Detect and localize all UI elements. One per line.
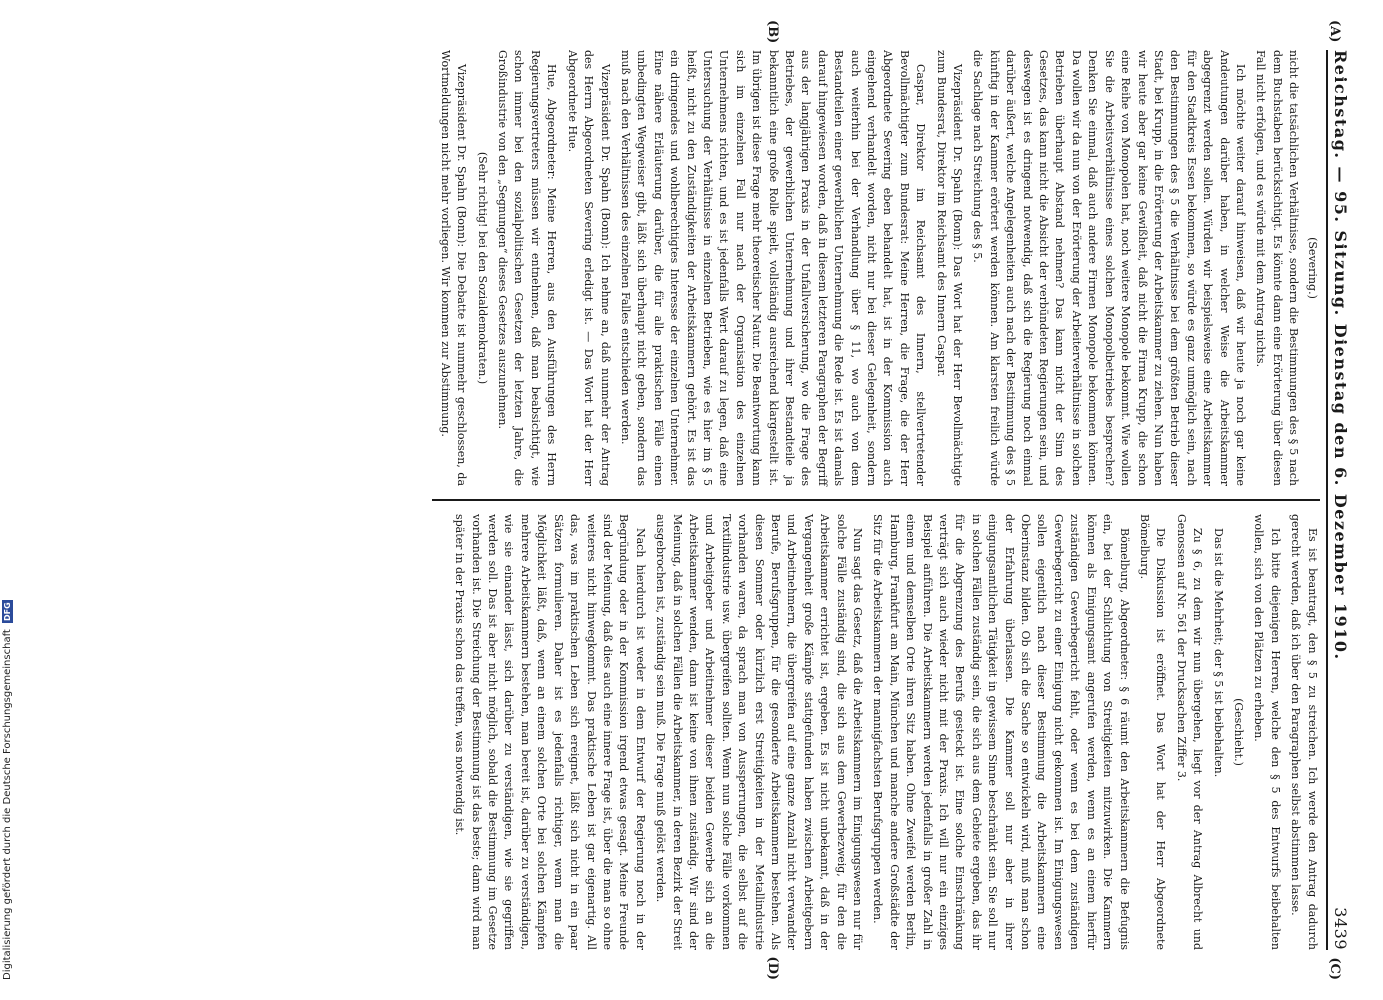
- rotated-document-page: [70, 20, 1370, 980]
- right-column: [432, 514, 1319, 950]
- paragraph: Ich bitte diejenigen Herren, welche den § 5 des Entwurfs beibehalten wollen, sich von den Plätzen zu erheben.: [1252, 514, 1282, 950]
- paragraph: Vizepräsident Dr. Spahn (Bonn): Die Debatte ist nunmehr geschlossen, da Wortmeldungen nicht mehr vorliegen. Wir kommen zur Abstimmung.: [438, 50, 469, 486]
- column-divider: [432, 499, 1319, 501]
- margin-letter-d: (D): [765, 956, 780, 980]
- page-number: 3439: [1331, 907, 1350, 950]
- paragraph: Das ist die Mehrheit; der § 5 ist beibehalten.: [1211, 528, 1225, 778]
- text-columns: [432, 50, 1319, 950]
- paragraph: Vizepräsident Dr. Spahn (Bonn): Das Wort hat der Herr Bevollmächtigte zum Bundesrat, Direktor im Reichsamt des Innern Caspar.: [934, 50, 965, 486]
- margin-letter-c: (C): [1327, 957, 1342, 980]
- running-title: Reichstag. — 95. Sitzung. Dienstag den 6. Dezember 1910.: [1331, 50, 1350, 661]
- paragraph: Nun sagt das Gesetz, daß die Arbeitskammern im Einigungswesen nur für solche Fälle zuständig sind, die sich aus dem Gewerbezweig, für den die Arbeitskammer errichtet ist, ergeben. Es ist nicht unbekannt, daß in der Vergangenheit große Kämpfe stattgefunden haben zwischen Arbeitgebern und Arbeitnehmern, die übergreifen auf eine ganze Anzahl nicht verwandter Berufe, Berufsgruppen, für die gesonderte Arbeitskammern bestehen. Als diesen Sommer oder kürzlich erst Streitigkeiten in der Metallindustrie vorhanden waren, da sprach man von Aussperrungen, die selbst auf die Textilindustrie usw. übergreifen sollten. Wenn nun solche Fälle vorkommen und Arbeitgeber und Arbeitnehmer dieser beiden Gewerbe sich an die Arbeitskammer wenden, dann ist keine von ihnen zuständig. Wir sind der Meinung, daß in solchen Fällen die Arbeitskammer, in deren Bezirk der Streit ausgebrochen ist, zuständig sein muß. Die Frage muß gelöst werden.: [654, 514, 865, 950]
- paragraph: Ich möchte weiter darauf hinweisen, daß wir heute ja noch gar keine Andeutungen darüber haben, in welcher Weise die Arbeitskammer abgegrenzt werden sollen. Würden wir beispielsweise eine Arbeitskammer für den Stadtkreis Essen bekommen, so würde es ganz unmöglich sein, nach den Bestimmungen des § 5 die Verhältnisse bei dem größten Betrieb dieser Stadt, bei Krupp, in die Erörterung der Arbeitskammer zu ziehen. Nun haben wir heute aber gar keine Gewißheit, daß nicht die Firma Krupp, die schon eine Reihe von Monopolen hat, noch weitere Monopole bekommt. Wie wollen Sie die Arbeitsverhältnisse eines solchen Monopolbetriebes besprechen? Denken Sie einmal, daß auch andere Firmen Monopole bekommen können. Da wollen wir da nun von der Erörterung der Arbeiterverhältnisse in solchen Betrieben überhaupt Abstand nehmen? Das kann nicht der Sinn des Gesetzes, das kann nicht die Absicht der verbündeten Regierungen sein, und deswegen ist es dringend notwendig, daß sich die Regierung noch einmal darüber äußert, welche Angelegenheiten auch nach der Bestimmung des § 5 künftig in der Kammer erörtert werden können. Am klarsten freilich würde die Sachlage nach Streichung des § 5.: [971, 50, 1247, 486]
- margin-letter-b: (B): [765, 20, 780, 44]
- paragraph: Caspar, Direktor im Reichsamt des Innern, stellvertretender Bevollmächtigter zum Bundesrat: Meine Herren, die Frage, die der Herr Abgeordnete Severing eben behandelt hat, ist in der Kommission auch eingehend verhandelt worden, nicht nur bei dieser Gelegenheit, sondern auch weiterhin bei der Verhandlung über § 11, wo auch von dem Bestandteilen einer gewerblichen Unternehmung die Rede ist. Es ist damals darauf hingewiesen worden, daß in diesem letzteren Paragraphen der Begriff aus der langjährigen Praxis in der Unfallversicherung, wo die Frage des Betriebes, der gewerblichen Unternehmung und ihrer Bestandteile ja bekanntlich eine große Rolle spielt, vollständig ausreichend klargestellt ist. Im übrigen ist diese Frage mehr theoretischer Natur. Die Beantwortung kann sich im einzelnen Fall nur nach der Organisation des einzelnen Unternehmens richten, und es ist jedenfalls Wert darauf zu legen, daß eine Untersuchung der Verhältnisse in einzelnen Betrieben, wie es hier im § 5 heißt, nicht zu den Zuständigkeiten der Arbeitskammern gehört. Es ist das ein dringendes und wohlberechtigtes Interesse der einzelnen Unternehmer. Eine nähere Erläuterung darüber, die für alle praktischen Fälle einen unbedingten Wegweiser gibt, läßt sich überhaupt nicht geben, sondern das muß nach den Verhältnissen des einzelnen Falles entschieden werden.: [618, 50, 928, 486]
- interjection: (Sehr richtig! bei den Sozialdemokraten.): [475, 151, 489, 385]
- paragraph: Es ist beantragt, den § 5 zu streichen. Ich werde den Antrag dadurch gerecht werden, daß ich über den Paragraphen selbst abstimmen lasse.: [1289, 514, 1319, 950]
- speaker-tag: (Severing.): [1305, 237, 1319, 299]
- paragraph: nicht die tatsächlichen Verhältnisse, sondern die Bestimmungen des § 5 nach dem Buchstaben berücksichtigt. Es könnte dann eine Erörterung über diesen Fall nicht erfolgen, und es würde mit dem Antrag nichts.: [1254, 50, 1301, 486]
- digitization-credit: [2, 600, 13, 980]
- left-column: [432, 50, 1319, 486]
- paragraph: Bömelburg, Abgeordneter: § 6 räumt den Arbeitskammern die Befugnis ein, bei der Schlichtung von Streitigkeiten mitzuwirken. Die Kammern können als Einigungsamt angerufen werden, wenn es an einem hierfür zuständigen Gewerbegericht fehlt, oder wenn es bei dem zuständigen Gewerbegericht zu einer Einigung nicht gekommen ist. Im Einigungswesen sollen eigentlich nach dieser Bestimmung die Arbeitskammern eine Oberinstanz bilden. Ob sich die Sache so entwickeln wird, muß man schon der Erfahrung überlassen. Die Kammer soll nur aber in ihrer einigungsamtlichen Tätigkeit in gewissem Sinne beschränkt sein. Sie soll nur in solchen Fällen zuständig sein, die sich aus dem Gebiete ergeben, das ihr für die Abgrenzung des Berufs gesteckt ist. Eine solche Einschränkung verträgt sich auch wieder nicht mit der Praxis. Ich will nur ein einziges Beispiel anführen. Die Arbeitskammern werden jedenfalls in großer Zahl in einem und demselben Orte ihren Sitz haben. Ohne Zweifel werden Berlin, Hamburg, Frankfurt am Main, München und manche andere Großstädte der Sitz für die Arbeitskammern der mannigfachsten Berufsgruppen werden.: [871, 514, 1131, 950]
- paragraph: Die Diskussion ist eröffnet. Das Wort hat der Herr Abgeordnete Bömelburg.: [1137, 514, 1168, 950]
- page-header: [1326, 50, 1348, 950]
- margin-letter-a: (A): [1327, 20, 1342, 43]
- dfg-logo: DFG: [3, 602, 12, 621]
- interjection: (Geschieht.): [1231, 698, 1245, 766]
- paragraph: Vizepräsident Dr. Spahn (Bonn): Ich nehme an, daß nunmehr der Antrag des Herrn Abgeordneten Severing erledigt ist. — Das Wort hat der Herr Abgeordnete Hue.: [565, 50, 612, 486]
- credit-text: Digitalisierung gefördert durch die Deutsche Forschungsgemeinschaft: [2, 629, 13, 980]
- paragraph: Nach hierdurch ist weder in dem Entwurf der Regierung noch in der Begründung oder in der Kommission irgend etwas gesagt. Meine Freunde sind der Meinung, daß dies auch eine innere Frage ist, über die man so ohne weiteres nicht hinwegkommt. Das praktische Leben ist gar eigenartig. All das, was im praktischen Leben sich ereignet, läßt sich nicht in ein paar Sätzen formulieren. Daher ist es jedenfalls richtiger, wenn man die Möglichkeit läßt, daß, wenn an einem solchen Orte bei solchen Kämpfen mehrere Arbeitskammern bestehen, man bereit ist, darüber zu verständigen, wie sie einander lässt, sich darüber zu verständigen, wie sie gegriffen werden soll. Das ist aber nicht möglich, sobald die Bestimmung im Gesetze vorhanden ist. Die Streichung der Bestimmung ist das beste; dann wird man später in der Praxis schon das treffen, was notwendig ist.: [453, 514, 647, 950]
- paragraph: Zu § 6, zu dem wir nun übergehen, liegt vor der Antrag Albrecht und Genossen auf Nr. 561 der Drucksachen Ziffer 3.: [1174, 514, 1205, 950]
- paragraph: Hue, Abgeordneter: Meine Herren, aus den Ausführungen des Herrn Regierungsvertreters müssen wir entnehmen, daß man beabsichtigt, wie schon immer bei den sozialpolitischen Gesetzen der letzten Jahre, die Großindustrie von den „Segnungen“ dieses Gesetzes auszunehmen.: [496, 50, 559, 486]
